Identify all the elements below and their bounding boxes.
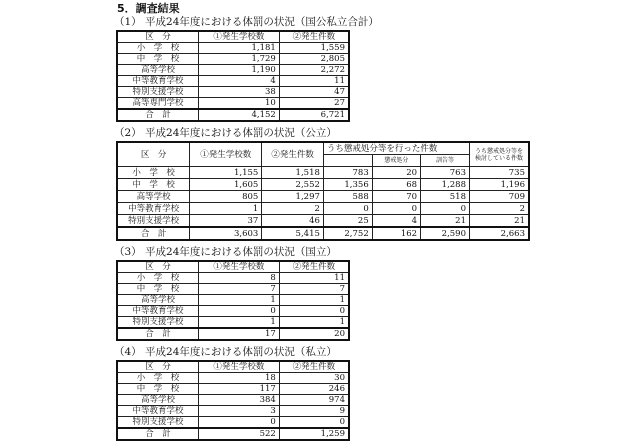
- column-header: ②発生件数: [262, 142, 324, 167]
- section-title: 5．調査結果: [117, 2, 180, 15]
- row-label: 中等教育学校: [117, 76, 199, 87]
- table-row: [117, 191, 529, 203]
- row-label: 高等学校: [117, 191, 190, 203]
- cell-value: 68: [372, 179, 420, 191]
- cell-value: 1,155: [190, 167, 262, 179]
- cell-value: 1,190: [199, 65, 280, 76]
- cell-value: 2,752: [323, 227, 372, 240]
- table-row: [117, 384, 349, 395]
- cell-value: 1,196: [470, 179, 530, 191]
- cell-value: 2,590: [421, 227, 470, 240]
- column-header: ①発生学校数: [199, 361, 280, 373]
- total-row: [117, 328, 349, 340]
- row-label: 合 計: [117, 328, 199, 340]
- table-row: [117, 284, 349, 295]
- cell-value: 1: [199, 295, 280, 306]
- cell-value: 518: [421, 191, 470, 203]
- column-header: 区 分: [117, 361, 199, 373]
- cell-value: 9: [279, 406, 349, 417]
- table1-title: （1） 平成24年度における体罰の状況（国公私立合計）: [114, 16, 379, 28]
- cell-value: 2: [262, 203, 324, 215]
- cell-value: 522: [199, 428, 280, 440]
- cell-value: 4: [372, 215, 420, 228]
- cell-value: 1,297: [262, 191, 324, 203]
- column-header: 区 分: [117, 142, 190, 167]
- cell-value: 2,805: [279, 54, 349, 65]
- cell-value: 974: [279, 395, 349, 406]
- cell-value: 2,663: [470, 227, 530, 240]
- table-public: [116, 141, 530, 241]
- cell-value: 1,181: [199, 43, 280, 54]
- row-label: 中 学 校: [117, 284, 199, 295]
- row-label: 合 計: [117, 109, 199, 121]
- table-national: [116, 260, 350, 341]
- cell-value: 37: [190, 215, 262, 228]
- table2-title: （2） 平成24年度における体罰の状況（公立）: [114, 127, 337, 139]
- cell-value: 384: [199, 395, 280, 406]
- cell-value: 3: [199, 406, 280, 417]
- column-header: ①発生学校数: [190, 142, 262, 167]
- table-row: [117, 417, 349, 429]
- row-label: 小 学 校: [117, 43, 199, 54]
- table-row: [117, 273, 349, 284]
- row-label: 特別支援学校: [117, 87, 199, 98]
- cell-value: 1,605: [190, 179, 262, 191]
- total-row: [117, 227, 529, 240]
- cell-value: 1,288: [421, 179, 470, 191]
- cell-value: 2: [470, 203, 530, 215]
- cell-value: 4: [199, 76, 280, 87]
- cell-value: 709: [470, 191, 530, 203]
- header-row: [117, 31, 349, 43]
- cell-value: 0: [323, 203, 372, 215]
- cell-value: 2,552: [262, 179, 324, 191]
- row-label: 合 計: [117, 428, 199, 440]
- row-label: 小 学 校: [117, 167, 190, 179]
- table-row: [117, 317, 349, 329]
- header-row: [117, 261, 349, 273]
- total-row: [117, 109, 349, 121]
- cell-value: 588: [323, 191, 372, 203]
- column-header: ②発生件数: [279, 261, 349, 273]
- cell-value: 1,559: [279, 43, 349, 54]
- row-label: 特別支援学校: [117, 215, 190, 228]
- row-label: 高等学校: [117, 65, 199, 76]
- cell-value: 162: [372, 227, 420, 240]
- cell-value: 0: [279, 306, 349, 317]
- cell-value: 5,415: [262, 227, 324, 240]
- header-row: [117, 361, 349, 373]
- cell-value: 735: [470, 167, 530, 179]
- cell-value: 0: [199, 417, 280, 429]
- row-label: 中等教育学校: [117, 203, 190, 215]
- cell-value: 7: [199, 284, 280, 295]
- table-row: [117, 98, 349, 110]
- cell-value: 1: [190, 203, 262, 215]
- cell-value: 6,721: [279, 109, 349, 121]
- cell-value: 0: [279, 417, 349, 429]
- table-row: [117, 295, 349, 306]
- row-label: 高等学校: [117, 395, 199, 406]
- total-row: [117, 428, 349, 440]
- cell-value: 46: [262, 215, 324, 228]
- row-label: 中 学 校: [117, 179, 190, 191]
- table-total: [116, 30, 350, 122]
- cell-value: 2,272: [279, 65, 349, 76]
- table-private: [116, 360, 350, 441]
- row-label: 中 学 校: [117, 54, 199, 65]
- row-label: 中等教育学校: [117, 406, 199, 417]
- cell-value: 763: [421, 167, 470, 179]
- column-header: ②発生件数: [279, 31, 349, 43]
- table4-title: （4） 平成24年度における体罰の状況（私立）: [114, 346, 337, 358]
- cell-value: 20: [279, 328, 349, 340]
- table-row: [117, 215, 529, 228]
- cell-value: 25: [323, 215, 372, 228]
- table-row: [117, 87, 349, 98]
- cell-value: 21: [470, 215, 530, 228]
- cell-value: 1: [279, 317, 349, 329]
- cell-value: 1: [279, 295, 349, 306]
- cell-value: 0: [372, 203, 420, 215]
- column-header: 訓告等: [421, 155, 470, 167]
- row-label: 高等学校: [117, 295, 199, 306]
- table-row: [117, 179, 529, 191]
- row-label: 小 学 校: [117, 373, 199, 384]
- cell-value: 4,152: [199, 109, 280, 121]
- blank-cell: [323, 155, 372, 167]
- cell-value: 0: [421, 203, 470, 215]
- table-row: [117, 43, 349, 54]
- cell-value: 117: [199, 384, 280, 395]
- cell-value: 8: [199, 273, 280, 284]
- cell-value: 70: [372, 191, 420, 203]
- table-row: [117, 167, 529, 179]
- cell-value: 21: [421, 215, 470, 228]
- table-row: [117, 406, 349, 417]
- row-label: 合 計: [117, 227, 190, 240]
- column-header: 懲戒処分: [372, 155, 420, 167]
- row-label: 特別支援学校: [117, 417, 199, 429]
- cell-value: 20: [372, 167, 420, 179]
- cell-value: 11: [279, 76, 349, 87]
- table-row: [117, 203, 529, 215]
- table-row: [117, 65, 349, 76]
- column-header: うち懲戒処分等を検討している件数: [470, 142, 530, 167]
- row-label: 中 学 校: [117, 384, 199, 395]
- cell-value: 0: [199, 306, 280, 317]
- cell-value: 11: [279, 273, 349, 284]
- cell-value: 1,729: [199, 54, 280, 65]
- column-header: 区 分: [117, 31, 199, 43]
- table-row: [117, 373, 349, 384]
- cell-value: 47: [279, 87, 349, 98]
- table-row: [117, 395, 349, 406]
- cell-value: 1,518: [262, 167, 324, 179]
- table-row: [117, 76, 349, 87]
- cell-value: 10: [199, 98, 280, 110]
- column-header: 区 分: [117, 261, 199, 273]
- cell-value: 1,356: [323, 179, 372, 191]
- table3-title: （3） 平成24年度における体罰の状況（国立）: [114, 246, 337, 258]
- row-label: 高等専門学校: [117, 98, 199, 110]
- cell-value: 246: [279, 384, 349, 395]
- cell-value: 38: [199, 87, 280, 98]
- column-header: ①発生学校数: [199, 261, 280, 273]
- cell-value: 18: [199, 373, 280, 384]
- cell-value: 17: [199, 328, 280, 340]
- column-header: ①発生学校数: [199, 31, 280, 43]
- cell-value: 30: [279, 373, 349, 384]
- group-header: うち懲戒処分等を行った件数: [323, 142, 469, 155]
- cell-value: 1: [199, 317, 280, 329]
- header-row: [117, 142, 529, 155]
- cell-value: 3,603: [190, 227, 262, 240]
- row-label: 小 学 校: [117, 273, 199, 284]
- cell-value: 783: [323, 167, 372, 179]
- table-row: [117, 306, 349, 317]
- cell-value: 1,259: [279, 428, 349, 440]
- cell-value: 27: [279, 98, 349, 110]
- row-label: 特別支援学校: [117, 317, 199, 329]
- row-label: 中等教育学校: [117, 306, 199, 317]
- cell-value: 805: [190, 191, 262, 203]
- column-header: ②発生件数: [279, 361, 349, 373]
- cell-value: 7: [279, 284, 349, 295]
- table-row: [117, 54, 349, 65]
